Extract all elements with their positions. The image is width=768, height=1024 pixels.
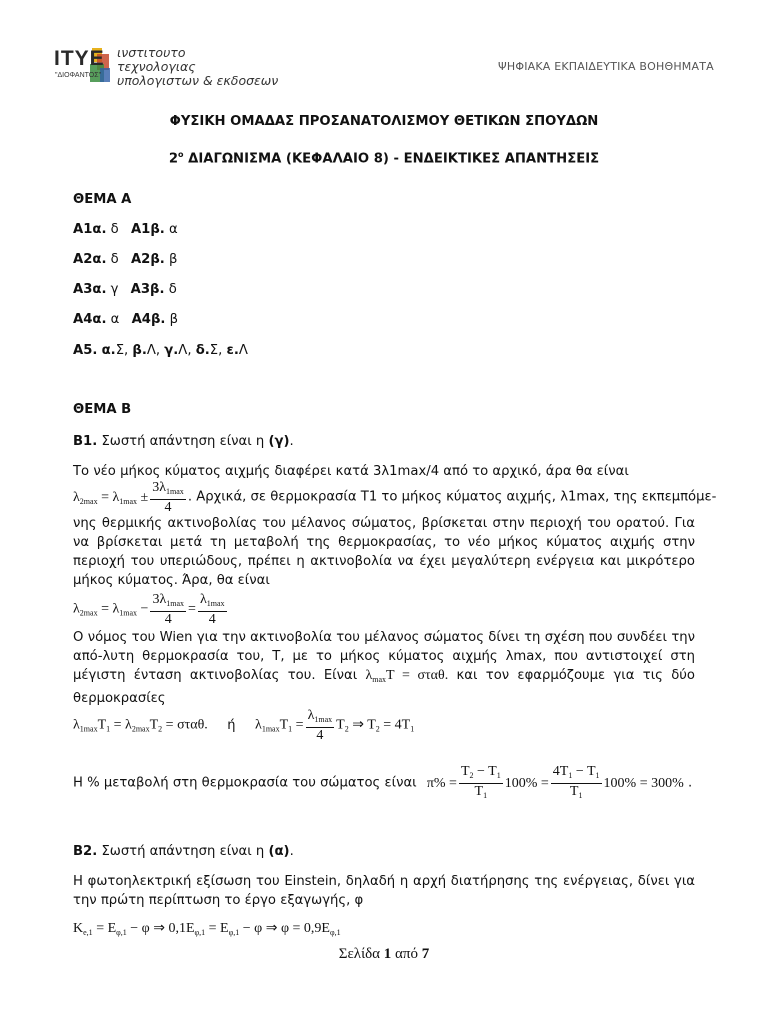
- eq-wien-apply: $\lambda_{1max}T_1 = \lambda_{2max}T_2 = \sigma\tau\alpha\theta$. ή $\lambda_{1max}T_1$ = $\frac{\lambda_{1max}}{4}$ $T_2$ ⇒ $T_2 = 4T_1$: [73, 708, 415, 743]
- logo-text: ινστιτουτο τεχνολογιας υπολογιστων & εκδοσεων: [117, 45, 279, 88]
- answer-row: Α2α. δ Α2β. β: [73, 252, 178, 267]
- answer-row: Α1α. δ Α1β. α: [73, 222, 178, 237]
- eq-lambda2max: $\lambda_{2max} = \lambda_{1max}$ ± $\frac{3\lambda_{1max}}{4}$: [73, 480, 184, 515]
- b1-wien-paragraph: Ο νόμος του Wien για την ακτινοβολία του μέλανος σώματος δίνει τη σχέση που συνδέει την από-λυτη θερμοκρασία του, Τ, με το μήκος κύματος αιχμής λmax, που αντιστοιχεί στη μέγιστη ένταση ακτινοβολίας του. Είναι $\lambda_{max}T = \sigma\tau\alpha\theta$. και τον εφαρμόζουμε για τις δύο θερμοκρασίες: [73, 630, 695, 706]
- answer-a5: Α5. α.Σ, β.Λ, γ.Λ, δ.Σ, ε.Λ: [73, 343, 248, 358]
- eq-wien: $\lambda_{max}T = \sigma\tau\alpha\theta$.: [365, 668, 449, 684]
- eq-work-function: $K_{e,1} = E_{\varphi,1} - \varphi$ ⇒ $0,1E_{\varphi,1} = E_{\varphi,1} - \varphi$ ⇒ $\varphi = 0,9E_{\varphi,1}$: [73, 921, 341, 937]
- b2-paragraph: Η φωτοηλεκτρική εξίσωση του Einstein, δηλαδή η αρχή διατήρησης της ενέργειας, δίνει για την πρώτη περίπτωση το έργο εξαγωγής, φ: [73, 874, 695, 908]
- b1-paragraph-line2: $\lambda_{2max} = \lambda_{1max}$ ± $\frac{3\lambda_{1max}}{4}$ . Αρχικά, σε θερμοκρασία Τ1 το μήκος κύματος αιχμής, λ1max, της εκπεμπόμε-: [73, 480, 717, 515]
- b1-percent-line: Η % μεταβολή στη θερμοκρασία του σώματος είναι π% = $\frac{T_2 - T_1}{T_1}$ 100% = $\frac{4T_1 - T_1}{T_1}$ 100% = 300% .: [73, 764, 693, 800]
- b2-answer: Β2. Σωστή απάντηση είναι η (α).: [73, 844, 294, 859]
- logo-mark: ΙΤΥΕ: [54, 47, 105, 70]
- doc-subtitle: $2^o$ ΔΙΑΓΩΝΙΣΜΑ (ΚΕΦΑΛΑΙΟ 8) - ΕΝΔΕΙΚΤΙΚΕΣ ΑΠΑΝΤΗΣΕΙΣ: [168, 150, 600, 167]
- doc-title: ΦΥΣΙΚΗ ΟΜΑΔΑΣ ΠΡΟΣΑΝΑΤΟΛΙΣΜΟΥ ΘΕΤΙΚΩΝ ΣΠΟΥΔΩΝ: [169, 114, 599, 129]
- answer-row: Α3α. γ Α3β. δ: [73, 282, 177, 297]
- logo-sub: "ΔΙΟΦΑΝΤΟΣ": [55, 72, 102, 79]
- thema-b-heading: ΘΕΜΑ Β: [73, 402, 132, 417]
- header-right-title: ΨΗΦΙΑΚΑ ΕΚΠΑΙΔΕΥΤΙΚΑ ΒΟΗΘΗΜΑΤΑ: [498, 60, 714, 73]
- eq-percent-change: π% = $\frac{T_2 - T_1}{T_1}$ 100% = $\frac{4T_1 - T_1}{T_1}$ 100% = 300%: [426, 764, 684, 800]
- b1-paragraph-line1: Το νέο μήκος κύματος αιχμής διαφέρει κατά 3λ1max/4 από το αρχικό, άρα θα είναι: [73, 464, 629, 479]
- b1-answer: Β1. Σωστή απάντηση είναι η (γ).: [73, 434, 294, 449]
- eq-lambda2max-result: $\lambda_{2max} = \lambda_{1max}$ − $\frac{3\lambda_{1max}}{4}$ = $\frac{\lambda_{1max}}{4}$: [73, 592, 225, 627]
- answer-row: Α4α. α Α4β. β: [73, 312, 179, 327]
- thema-a-heading: ΘΕΜΑ Α: [73, 192, 132, 207]
- page-footer: Σελίδα 1 από 7: [338, 946, 430, 962]
- b1-paragraph-rest: νης θερμικής ακτινοβολίας του μέλανος σώματος, βρίσκεται στην περιοχή του ορατού. Για να βρίσκεται μετά τη μεταβολή της θερμοκρασίας, το νέο μήκος κύματος αιχμής στην περιοχή του υπεριώδους, πρέπει η ακτινοβολία να έχει μεγαλύτερη ενέργεια και μικρότερο μήκος κύματος. Άρα, θα είναι: [73, 516, 695, 588]
